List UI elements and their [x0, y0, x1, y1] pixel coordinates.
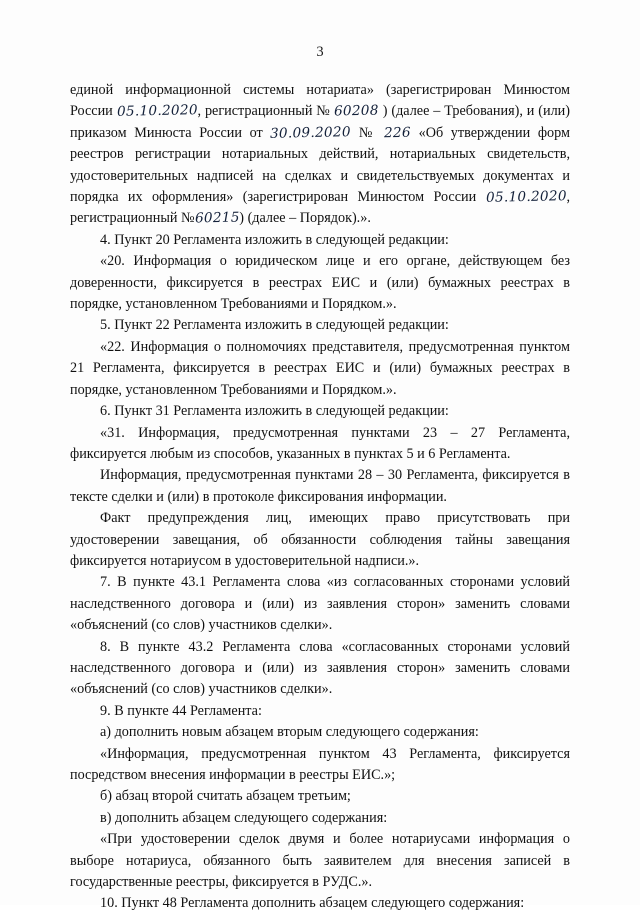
handwritten-entry: 60215 — [194, 209, 240, 227]
handwritten-entry: 60208 — [333, 102, 379, 120]
para-15: б) абзац второй считать абзацем третьим; — [100, 788, 351, 805]
para-7: «31. Информация, предусмотренная пунктами 23 – 27 Регламента, фиксируется любым из способов, указанных в пунктах 5 и 6 Регламента. — [70, 424, 570, 462]
handwritten-entry: 05.10.2020 — [485, 188, 567, 206]
para-5: «22. Информация о полномочиях представителя, предусмотренная пунктом 21 Регламента, фиксируется в реестрах ЕИС и (или) бумажных реестрах в порядке, установленном Требованиями и Порядком.». — [70, 338, 570, 398]
para-12: 9. В пункте 44 Регламента: — [100, 702, 262, 719]
page-number: 3 — [316, 44, 324, 60]
para-8: Информация, предусмотренная пунктами 28 – 30 Регламента, фиксируется в тексте сделки и (или) в протоколе фиксирования информации. — [70, 467, 570, 505]
handwritten-entry: 30.09.2020 — [270, 123, 352, 142]
para-4: 5. Пункт 22 Регламента изложить в следующей редакции: — [100, 317, 449, 334]
para-2: 4. Пункт 20 Регламента изложить в следующей редакции: — [100, 231, 449, 248]
para-10: 7. В пункте 43.1 Регламента слова «из согласованных сторонами условий наследственного договора и (или) из заявления сторон» заменить словами «объяснений (со слов) участников сделки». — [70, 574, 570, 634]
para-11: 8. В пункте 43.2 Регламента слова «согласованных сторонами условий наследственного договора и (или) из заявления сторон» заменить словами «объяснений (со слов) участников сделки». — [70, 638, 570, 698]
para-14: «Информация, предусмотренная пунктом 43 Регламента, фиксируется посредством внесения информации в реестры ЕИС.»; — [70, 745, 570, 783]
paragraph-container — [70, 80, 570, 915]
handwritten-entry: 226 — [383, 124, 412, 142]
para-1: единой информационной системы нотариата» (зарегистрирован Минюстом России 05.10.2020, регистрационный № 60208 ) (далее – Требования), и (или) приказом Минюста России от 30.09.2020 № 226 «Об утверждении форм реестров регистрации нотариальных действий, нотариальных свидетельств, удостоверительных надписей на сделках и свидетельствуемых документах и порядка их оформления» (зарегистрирован Минюстом России 05.10.2020, регистрационный №60215) (далее – Порядок).». — [70, 80, 570, 230]
para-6: 6. Пункт 31 Регламента изложить в следующей редакции: — [100, 403, 449, 420]
para-18: 10. Пункт 48 Регламента дополнить абзацем следующего содержания: — [100, 895, 525, 912]
para-17: «При удостоверении сделок двумя и более нотариусами информация о выборе нотариуса, обязанного быть заявителем для внесения записей в государственные реестры, фиксируется в РУДС.». — [70, 831, 570, 891]
para-9: Факт предупреждения лиц, имеющих право присутствовать при удостоверении завещания, об обязанности соблюдения тайны завещания фиксируется нотариусом в удостоверительной надписи.». — [70, 510, 570, 569]
para-13: а) дополнить новым абзацем вторым следующего содержания: — [100, 724, 479, 741]
handwritten-entry: 05.10.2020 — [116, 102, 198, 121]
para-16: в) дополнить абзацем следующего содержания: — [100, 809, 388, 826]
para-3: «20. Информация о юридическом лице и его органе, действующем без доверенности, фиксируется в реестрах ЕИС и (или) бумажных реестрах в порядке, установленном Требованиями и Порядком.». — [70, 253, 570, 313]
document-body — [70, 80, 570, 915]
